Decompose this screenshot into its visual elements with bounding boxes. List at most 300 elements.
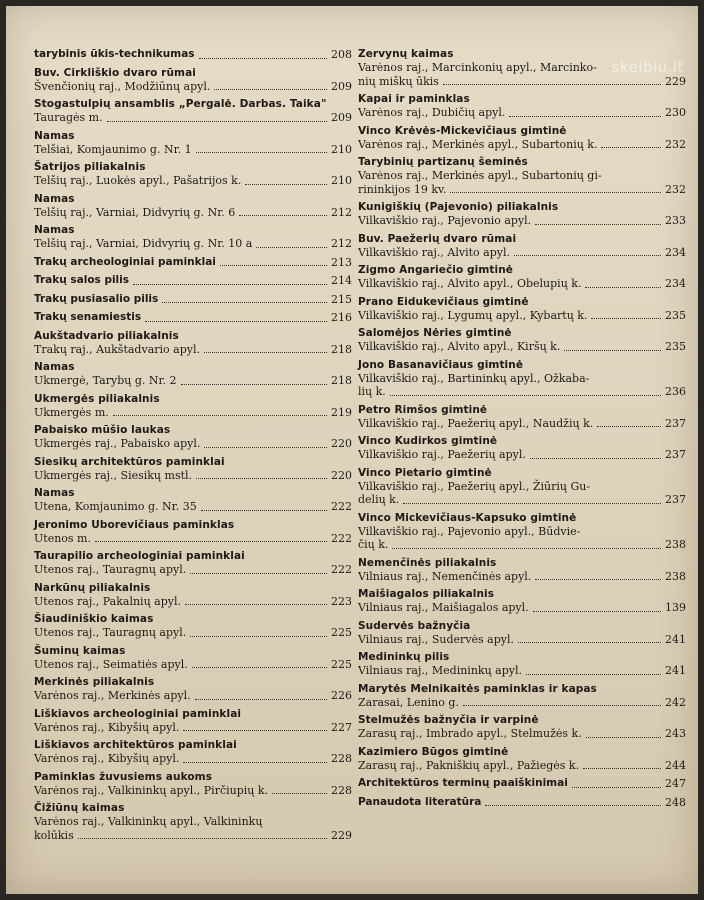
entry-title: Sudervės bažnyčia	[358, 619, 471, 632]
entry-line	[358, 493, 686, 507]
dot-leader	[390, 395, 661, 396]
dot-leader	[518, 642, 661, 643]
index-entry	[34, 361, 352, 388]
entry-title: Jeronimo Uborevičiaus paminklas	[34, 518, 235, 531]
entry-line	[34, 784, 352, 798]
dot-leader	[256, 247, 327, 248]
dot-leader	[564, 350, 661, 351]
index-entry	[34, 67, 352, 94]
dot-leader	[204, 447, 327, 448]
entry-location: Utenos raj., Seimatiės apyl.	[34, 657, 188, 671]
entry-line	[358, 138, 686, 152]
dot-leader	[450, 192, 661, 193]
entry-location: Vilkaviškio raj., Alvito apyl., Obelupių k.	[358, 277, 582, 290]
index-entry	[358, 359, 686, 399]
page-number: 241	[665, 632, 686, 646]
entry-location: Vilniaus raj., Nemenčinės apyl.	[358, 569, 532, 583]
dot-leader	[220, 265, 327, 266]
page-number: 139	[665, 601, 686, 614]
entry-line	[34, 174, 352, 188]
dot-leader	[509, 116, 661, 117]
entry-line	[358, 448, 686, 462]
dot-leader	[195, 699, 327, 700]
entry-title: Šatrijos piliakalnis	[34, 161, 146, 173]
entry-line	[34, 658, 352, 672]
entry-location: Vilkaviškio raj., Bartininkų apyl., Ožkaba-	[358, 371, 590, 385]
page-number: 220	[331, 468, 352, 482]
page-number: 234	[665, 277, 686, 290]
index-entry	[358, 404, 686, 431]
dot-leader	[514, 255, 661, 256]
dot-leader	[192, 667, 327, 668]
entry-location: Varėnos raj., Kibyšių apyl.	[34, 752, 180, 765]
entry-location: Vilniaus raj., Medininkų apyl.	[358, 664, 522, 677]
dot-leader	[591, 318, 661, 319]
entry-line	[358, 246, 686, 260]
index-column-left	[34, 48, 352, 847]
page-number: 216	[331, 311, 352, 324]
page-number: 223	[331, 594, 352, 608]
entry-line	[34, 752, 352, 766]
entry-title: Namas	[34, 129, 75, 142]
entry-location: Telšių raj., Varniai, Didvyrių g. Nr. 6	[34, 205, 236, 219]
entry-line	[358, 183, 686, 197]
entry-line	[34, 143, 352, 157]
entry-location: Varėnos raj., Merkinės apyl.	[34, 689, 191, 702]
dot-leader	[597, 426, 661, 427]
index-entry	[358, 714, 686, 741]
dot-leader	[443, 84, 661, 85]
index-entry	[34, 161, 352, 188]
page-number: 215	[331, 292, 352, 306]
page-number: 237	[665, 493, 686, 506]
entry-location: lių k.	[358, 385, 386, 398]
entry-title: Namas	[34, 224, 75, 236]
index-page	[6, 6, 698, 894]
entry-line	[34, 532, 352, 546]
index-entry	[34, 645, 352, 672]
entry-location: Vilkaviškio raj., Lygumų apyl., Kybartų k.	[358, 308, 588, 322]
entry-location: Vilkaviškio raj., Alvito apyl.	[358, 245, 510, 259]
page-number: 209	[331, 79, 352, 93]
entry-title: Namas	[34, 361, 75, 373]
entry-title: Buv. Paežerių dvaro rūmai	[358, 232, 517, 245]
entry-title: Trakų pusiasalio pilis	[34, 292, 159, 305]
entry-line	[358, 633, 686, 647]
entry-line	[34, 206, 352, 220]
dot-leader	[183, 762, 327, 763]
entry-title: Vinco Mickevičiaus-Kapsuko gimtinė	[358, 511, 577, 524]
entry-line	[34, 374, 352, 388]
entry-line	[34, 256, 352, 270]
entry-title: Narkūnų piliakalnis	[34, 581, 151, 594]
entry-line	[34, 563, 352, 577]
entry-line	[358, 570, 686, 584]
page-number: 228	[331, 783, 352, 797]
entry-line	[358, 664, 686, 678]
page-number: 248	[665, 795, 686, 809]
dot-leader	[583, 768, 661, 769]
page-number: 225	[331, 657, 352, 671]
index-entry	[34, 613, 352, 640]
entry-line	[358, 696, 686, 710]
page-number: 210	[331, 174, 352, 187]
dot-leader	[239, 215, 327, 216]
index-entry	[34, 98, 352, 125]
entry-location: Varėnos raj., Merkinės apyl., Subartonių gi-	[358, 169, 602, 182]
page-number: 236	[665, 385, 686, 398]
dot-leader	[272, 793, 327, 794]
entry-line	[34, 500, 352, 514]
page-number: 218	[331, 374, 352, 387]
index-entry	[34, 274, 352, 288]
page-number: 208	[331, 48, 352, 61]
page-number: 233	[665, 214, 686, 227]
index-entry	[34, 330, 352, 357]
dot-leader	[403, 503, 661, 504]
entry-title: Šuminų kaimas	[34, 644, 126, 657]
dot-leader	[533, 611, 661, 612]
dot-leader	[245, 184, 327, 185]
page-number: 243	[665, 727, 686, 740]
page-number: 229	[331, 828, 352, 842]
entry-title: Ukmergės piliakalnis	[34, 392, 160, 405]
dot-leader	[535, 579, 661, 580]
entry-title: Prano Eidukevičiaus gimtinė	[358, 295, 529, 308]
dot-leader	[133, 284, 327, 285]
entry-line	[34, 48, 352, 62]
entry-title: Vinco Pietario gimtinė	[358, 466, 492, 479]
entry-title: Aukštadvario piliakalnis	[34, 329, 179, 342]
entry-location: Ukmergė, Tarybų g. Nr. 2	[34, 374, 177, 387]
index-entry	[358, 588, 686, 615]
entry-location: Utenos raj., Tauragnų apyl.	[34, 563, 187, 576]
entry-title: Liškiavos archeologiniai paminklai	[34, 707, 242, 720]
index-entry	[358, 777, 686, 791]
entry-title: Trakų salos pilis	[34, 274, 130, 286]
page-number: 235	[665, 308, 686, 322]
index-entry	[34, 293, 352, 307]
page-number: 234	[665, 245, 686, 259]
dot-leader	[586, 737, 661, 738]
entry-location: Utenos raj., Pakalnių apyl.	[34, 594, 181, 608]
entry-line	[34, 469, 352, 483]
entry-location: Vilkaviškio raj., Alvito apyl., Kiršų k.	[358, 340, 561, 353]
page-number: 212	[331, 237, 352, 250]
dot-leader	[183, 730, 327, 731]
entry-title: Stelmužės bažnyčia ir varpinė	[358, 714, 539, 726]
page-number: 222	[331, 531, 352, 545]
index-entry	[34, 130, 352, 157]
dot-leader	[190, 636, 327, 637]
index-entry	[34, 424, 352, 451]
entry-location: Zarasų raj., Imbrado apyl., Stelmužės k.	[358, 727, 582, 740]
entry-location: Vilkaviškio raj., Paežerių apyl., Naudžių k.	[358, 416, 594, 430]
entry-title: Namas	[34, 192, 75, 205]
entry-title: Marytės Melnikaitės paminklas ir kapas	[358, 682, 597, 695]
entry-location: Vilkaviškio raj., Pajevonio apyl.	[358, 214, 532, 227]
entry-location: Vilniaus raj., Sudervės apyl.	[358, 632, 515, 646]
dot-leader	[196, 152, 327, 153]
index-entry	[34, 48, 352, 62]
entry-location: Varėnos raj., Marcinkonių apyl., Marcinko-	[358, 61, 597, 74]
entry-title: Salomėjos Nėries gimtinė	[358, 327, 512, 339]
entry-line	[34, 689, 352, 703]
entry-title: Kapai ir paminklas	[358, 93, 470, 105]
index-entry	[358, 683, 686, 710]
entry-location: Trakų raj., Aukštadvario apyl.	[34, 342, 200, 356]
page-number: 244	[665, 758, 686, 772]
entry-line	[34, 343, 352, 357]
page-number: 235	[665, 340, 686, 353]
index-entry	[358, 796, 686, 810]
page-number: 214	[331, 274, 352, 287]
index-entry	[358, 327, 686, 354]
entry-title: Čižiūnų kaimas	[34, 802, 125, 814]
entry-title: Maišiagalos piliakalnis	[358, 588, 495, 600]
entry-location: kolūkis	[34, 828, 74, 842]
entry-line	[358, 340, 686, 354]
dot-leader	[162, 302, 327, 303]
page-number: 213	[331, 255, 352, 269]
entry-title: Nemenčinės piliakalnis	[358, 556, 497, 569]
entry-title: Siesikų architektūros paminklai	[34, 455, 225, 468]
entry-title: tarybinis ūkis-technikumas	[34, 48, 195, 60]
entry-title: Trakų senamiestis	[34, 311, 142, 323]
entry-line	[34, 437, 352, 451]
entry-location: Vilniaus raj., Maišiagalos apyl.	[358, 601, 529, 614]
entry-location: rininkijos 19 kv.	[358, 182, 447, 196]
entry-location: Tauragės m.	[34, 111, 103, 124]
entry-line	[358, 796, 686, 810]
entry-line	[34, 274, 352, 288]
page-number: 222	[331, 563, 352, 576]
index-entry	[358, 201, 686, 228]
entry-line	[358, 777, 686, 791]
dot-leader	[535, 224, 661, 225]
entry-title: Taurapilio archeologiniai paminklai	[34, 550, 245, 562]
entry-title: Paminklas žuvusiems aukoms	[34, 770, 213, 783]
dot-leader	[181, 384, 327, 385]
index-entry	[34, 802, 352, 842]
entry-title: Panaudota literatūra	[358, 795, 482, 808]
page-number: 225	[331, 626, 352, 639]
page-number: 242	[665, 695, 686, 709]
page-number: 220	[331, 437, 352, 450]
entry-location: Ukmergės raj., Pabaisko apyl.	[34, 437, 201, 450]
page-number: 237	[665, 448, 686, 461]
entry-line	[358, 727, 686, 741]
page-number: 218	[331, 342, 352, 356]
dot-leader	[204, 352, 327, 353]
entry-title: Jono Basanavičiaus gimtinė	[358, 358, 524, 371]
dot-leader	[572, 787, 661, 788]
index-entry	[34, 256, 352, 270]
entry-line	[358, 385, 686, 399]
page-number: 229	[665, 74, 686, 88]
index-entry	[358, 296, 686, 323]
dot-leader	[485, 805, 661, 806]
dot-leader	[526, 674, 661, 675]
index-entry	[34, 739, 352, 766]
dot-leader	[145, 321, 327, 322]
dot-leader	[199, 58, 327, 59]
index-entry	[34, 582, 352, 609]
index-entry	[34, 193, 352, 220]
entry-line	[34, 80, 352, 94]
page-number: 247	[665, 777, 686, 790]
entry-line	[358, 309, 686, 323]
entry-line	[34, 293, 352, 307]
entry-title: Pabaisko mūšio laukas	[34, 424, 171, 436]
entry-title: Kazimiero Būgos gimtinė	[358, 745, 509, 758]
entry-location: Zarasai, Lenino g.	[358, 695, 459, 709]
index-entry	[358, 48, 686, 88]
entry-title: Vinco Kudirkos gimtinė	[358, 435, 498, 447]
entry-title: Kunigiškių (Pajevonio) piliakalnis	[358, 201, 559, 213]
index-entry	[358, 746, 686, 773]
dot-leader	[392, 548, 661, 549]
entry-location: Vilkaviškio raj., Pajevonio apyl., Būdvie-	[358, 524, 581, 538]
index-entry	[358, 156, 686, 196]
dot-leader	[185, 604, 327, 605]
index-entry	[34, 771, 352, 798]
index-entry	[34, 519, 352, 546]
index-entry	[34, 487, 352, 514]
index-entry	[34, 676, 352, 703]
entry-line	[34, 311, 352, 325]
page-number: 212	[331, 205, 352, 219]
entry-location: Zarasų raj., Pakniškių apyl., Pažiegės k.	[358, 758, 580, 772]
entry-line	[34, 721, 352, 735]
index-entry	[358, 435, 686, 462]
dot-leader	[530, 458, 661, 459]
entry-title: Zervynų kaimas	[358, 48, 454, 60]
page-number: 241	[665, 664, 686, 677]
entry-line	[358, 214, 686, 228]
entry-title: Stogastulpių ansamblis „Pergalė. Darbas. Taika"	[34, 98, 327, 110]
entry-title: Architektūros terminų paaiškinimai	[358, 777, 568, 789]
page-number: 232	[665, 182, 686, 196]
dot-leader	[95, 541, 327, 542]
index-entry	[34, 456, 352, 483]
entry-location: Vilkaviškio raj., Paežerių apyl., Žiūrių Gu-	[358, 479, 591, 493]
entry-line	[358, 538, 686, 552]
page-number: 238	[665, 538, 686, 551]
entry-location: Varėnos raj., Dubičių apyl.	[358, 106, 506, 119]
entry-location: Varėnos raj., Kibyšių apyl.	[34, 720, 180, 734]
page-number: 238	[665, 569, 686, 583]
index-entry	[34, 550, 352, 577]
entry-line	[34, 626, 352, 640]
entry-location: Ukmergės m.	[34, 405, 109, 419]
index-entry	[34, 708, 352, 735]
dot-leader	[585, 287, 661, 288]
entry-line	[358, 759, 686, 773]
page-number: 228	[331, 752, 352, 765]
entry-location: Utenos m.	[34, 531, 91, 545]
dot-leader	[201, 510, 327, 511]
index-entry	[358, 620, 686, 647]
index-entry	[358, 264, 686, 291]
page-number: 219	[331, 405, 352, 419]
entry-title: Medininkų pilis	[358, 651, 450, 663]
entry-title: Liškiavos architektūros paminklai	[34, 739, 237, 751]
page-number: 222	[331, 500, 352, 513]
entry-location: Telšių raj., Luokės apyl., Pašatrijos k.	[34, 174, 242, 187]
entry-line	[34, 406, 352, 420]
entry-title: Zigmo Angariečio gimtinė	[358, 264, 514, 276]
entry-location: Telšiai, Komjaunimo g. Nr. 1	[34, 142, 192, 156]
index-entry	[358, 233, 686, 260]
entry-line	[358, 106, 686, 120]
entry-title: Namas	[34, 487, 75, 499]
dot-leader	[463, 705, 661, 706]
watermark: skelbiu.lt	[611, 58, 684, 76]
entry-location: Ukmergės raj., Siesikų mstl.	[34, 468, 193, 482]
entry-location: Telšių raj., Varniai, Didvyrių g. Nr. 10 a	[34, 237, 253, 250]
index-entry	[358, 651, 686, 678]
page-number: 226	[331, 689, 352, 702]
entry-location: čių k.	[358, 538, 389, 551]
entry-line	[34, 829, 352, 843]
entry-line	[358, 601, 686, 615]
entry-location: Varėnos raj., Merkinės apyl., Subartonių k.	[358, 137, 598, 151]
page-number: 232	[665, 137, 686, 151]
index-entry	[358, 93, 686, 120]
dot-leader	[196, 478, 327, 479]
entry-title: Petro Rimšos gimtinė	[358, 403, 488, 416]
entry-title: Trakų archeologiniai paminklai	[34, 255, 216, 268]
page-number: 209	[331, 111, 352, 124]
entry-location: delių k.	[358, 493, 400, 506]
entry-title: Vinco Krėvės-Mickevičiaus gimtinė	[358, 124, 567, 137]
dot-leader	[78, 838, 327, 839]
page-number: 237	[665, 416, 686, 430]
entry-location: Varėnos raj., Valkininkų apyl., Pirčiupių k.	[34, 783, 269, 797]
page-number: 230	[665, 106, 686, 119]
entry-location: Utena, Komjaunimo g. Nr. 35	[34, 500, 197, 513]
dot-leader	[214, 89, 327, 90]
entry-line	[358, 277, 686, 291]
index-column-right	[358, 48, 686, 814]
entry-location: Varėnos raj., Valkininkų apyl., Valkininkų	[34, 815, 263, 828]
index-entry	[34, 393, 352, 420]
index-entry	[358, 512, 686, 552]
entry-line	[358, 417, 686, 431]
entry-title: Šiaudiniškio kaimas	[34, 613, 154, 625]
entry-location: Švenčionių raj., Modžiūnų apyl.	[34, 79, 211, 93]
entry-line	[34, 595, 352, 609]
dot-leader	[107, 121, 327, 122]
entry-location: Utenos raj., Tauragnų apyl.	[34, 626, 187, 639]
entry-location: Vilkaviškio raj., Paežerių apyl.	[358, 448, 526, 461]
entry-title: Buv. Cirkliškio dvaro rūmai	[34, 66, 196, 79]
page-number: 227	[331, 720, 352, 734]
entry-title: Merkinės piliakalnis	[34, 676, 155, 688]
dot-leader	[190, 573, 327, 574]
index-entry	[34, 224, 352, 251]
entry-line	[34, 237, 352, 251]
dot-leader	[113, 415, 327, 416]
index-entry	[358, 557, 686, 584]
entry-title: Tarybinių partizanų šeminės	[358, 156, 528, 168]
entry-line	[358, 75, 686, 89]
index-entry	[358, 125, 686, 152]
index-entry	[34, 311, 352, 325]
dot-leader	[601, 147, 661, 148]
index-entry	[358, 467, 686, 507]
